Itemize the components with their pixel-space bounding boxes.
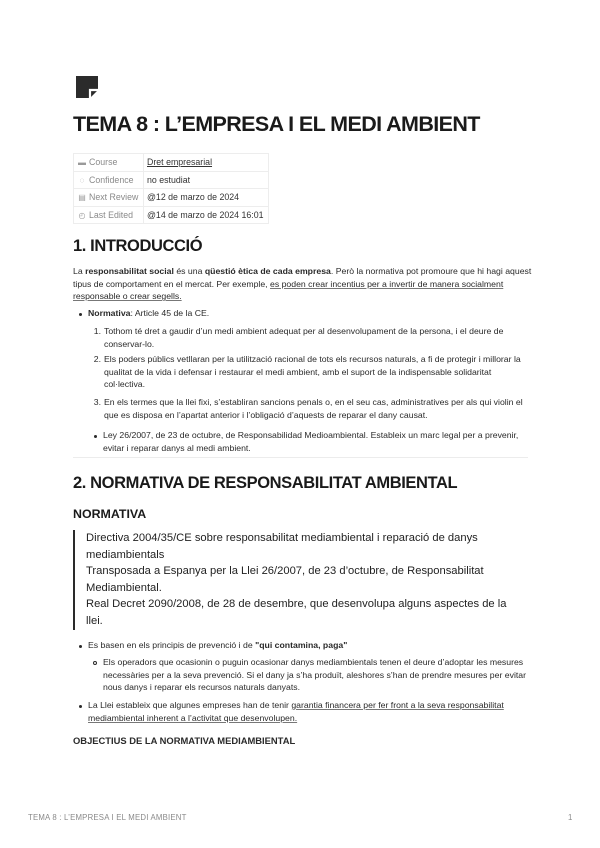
section-heading-normativa: 2. NORMATIVA DE RESPONSABILITAT AMBIENTAL (73, 474, 458, 492)
property-key (74, 206, 144, 224)
property-key (74, 154, 144, 172)
property-value: no estudiat (144, 171, 269, 189)
bullet-dot (94, 435, 97, 438)
property-key-label: Course (89, 157, 118, 168)
property-value: @12 de marzo de 2024 (144, 189, 269, 207)
calendar-icon: ▤ (78, 193, 86, 203)
subheading-normativa: NORMATIVA (73, 507, 147, 521)
principles-text: Es basen en els principis de prevenció i de (88, 640, 256, 650)
guarantee-underlined-text: garantia financera per fer front a la seva responsabilitat mediambiental inherent a l’activitat que desenvolupen. (88, 700, 504, 723)
property-value[interactable]: Dret empresarial (144, 154, 269, 172)
property-key-label: Last Edited (89, 210, 134, 221)
document-icon (76, 76, 98, 98)
objectius-heading: OBJECTIUS DE LA NORMATIVA MEDIAMBIENTAL (73, 735, 296, 746)
property-row (74, 171, 269, 189)
section-heading-introduccio: 1. INTRODUCCIÓ (73, 237, 203, 255)
intro-bold-term: qüestió ètica de cada empresa (204, 266, 331, 276)
intro-paragraph (73, 265, 533, 303)
article-item-1: Tothom té dret a gaudir d’un medi ambient adequat per al desenvolupament de la persona, i el deure de conservar-lo. (104, 326, 504, 349)
property-key (74, 171, 144, 189)
sub-bullet-ring (93, 661, 97, 665)
page-title: TEMA 8 : L’EMPRESA I EL MEDI AMBIENT (73, 112, 480, 136)
quote-line: Transposada a Espanya per la Llei 26/2007, de 23 d’octubre, de Responsabilitat Mediambiental. (86, 565, 484, 594)
property-row (74, 206, 269, 224)
list-number: 1. (93, 326, 101, 336)
normativa-text: : Article 45 de la CE. (130, 308, 210, 318)
article-item-2: Els poders públics vetllaran per la utilització racional de tots els recursos naturals, a fi de protegir i millorar la qualitat de la vida i defensar i restaurar el medi ambient, amb el suport de la indispensable solidaritat col·lectiva. (104, 354, 521, 390)
intro-underlined-text: es poden crear incentius per a invertir de manera socialment responsable o crear segells. (73, 278, 504, 302)
quote-line: Real Decret 2090/2008, de 28 de desembre, que desenvolupa alguns aspectes de la llei. (86, 598, 507, 627)
quote-line: Directiva 2004/35/CE sobre responsabilitat mediambiental i reparació de danys mediambientals (86, 532, 478, 561)
property-value: @14 de marzo de 2024 16:01 (144, 206, 269, 224)
footer-title: TEMA 8 : L’EMPRESA I EL MEDI AMBIENT (28, 813, 187, 822)
bullet-dot (79, 705, 82, 708)
book-icon: ▬ (78, 158, 86, 168)
principles-bullet (88, 639, 528, 652)
list-number: 2. (93, 354, 101, 364)
footer-page-number: 1 (568, 813, 573, 822)
property-key-label: Next Review (89, 192, 139, 203)
list-number: 3. (93, 397, 101, 407)
principles-bold: "qui contamina, paga" (255, 640, 348, 650)
guarantee-bullet (88, 699, 528, 724)
property-key-label: Confidence (89, 174, 134, 185)
operators-sub-bullet: Els operadors que ocasionin o puguin ocasionar danys mediambientals tenen el deure d’adoptar les mesures necessàries per a la seva prevenció. Si el dany ja s’ha produït, aleshores s’han de prendre mesures per evitar nous danys i reparar els recursos naturals danyats. (103, 657, 527, 693)
intro-bold-term: responsabilitat social (85, 266, 174, 276)
normativa-bullet (88, 307, 528, 320)
intro-text: . Però la normativa pot promoure que hi hagi aquest tipus de comportament en el mercat. Per exemple, (73, 266, 532, 289)
property-row (74, 154, 269, 172)
intro-text: és una (173, 266, 205, 276)
ley-note: Ley 26/2007, de 23 de octubre, de Responsabilidad Medioambiental. Estableix un marc legal per a prevenir, evitar i reparar danys al medi ambient. (103, 430, 519, 453)
normativa-quote (73, 530, 525, 630)
intro-text: La (73, 266, 86, 276)
status-icon: ◌ (79, 175, 85, 185)
property-key (74, 189, 144, 207)
divider (73, 457, 528, 458)
article-item-3: En els termes que la llei fixi, s’establiran sancions penals o, en el seu cas, administratives per als qui violin el que es disposa en l’apartat anterior i l’obligació d’aquests de reparar el dany causat. (104, 397, 523, 420)
bullet-dot (79, 645, 82, 648)
guarantee-text: La Llei estableix que algunes empreses han de tenir (88, 700, 292, 710)
normativa-label: Normativa (88, 308, 131, 318)
clock-icon: ◴ (78, 211, 86, 221)
bullet-dot (79, 313, 82, 316)
property-row (74, 189, 269, 207)
properties-table (73, 153, 269, 224)
